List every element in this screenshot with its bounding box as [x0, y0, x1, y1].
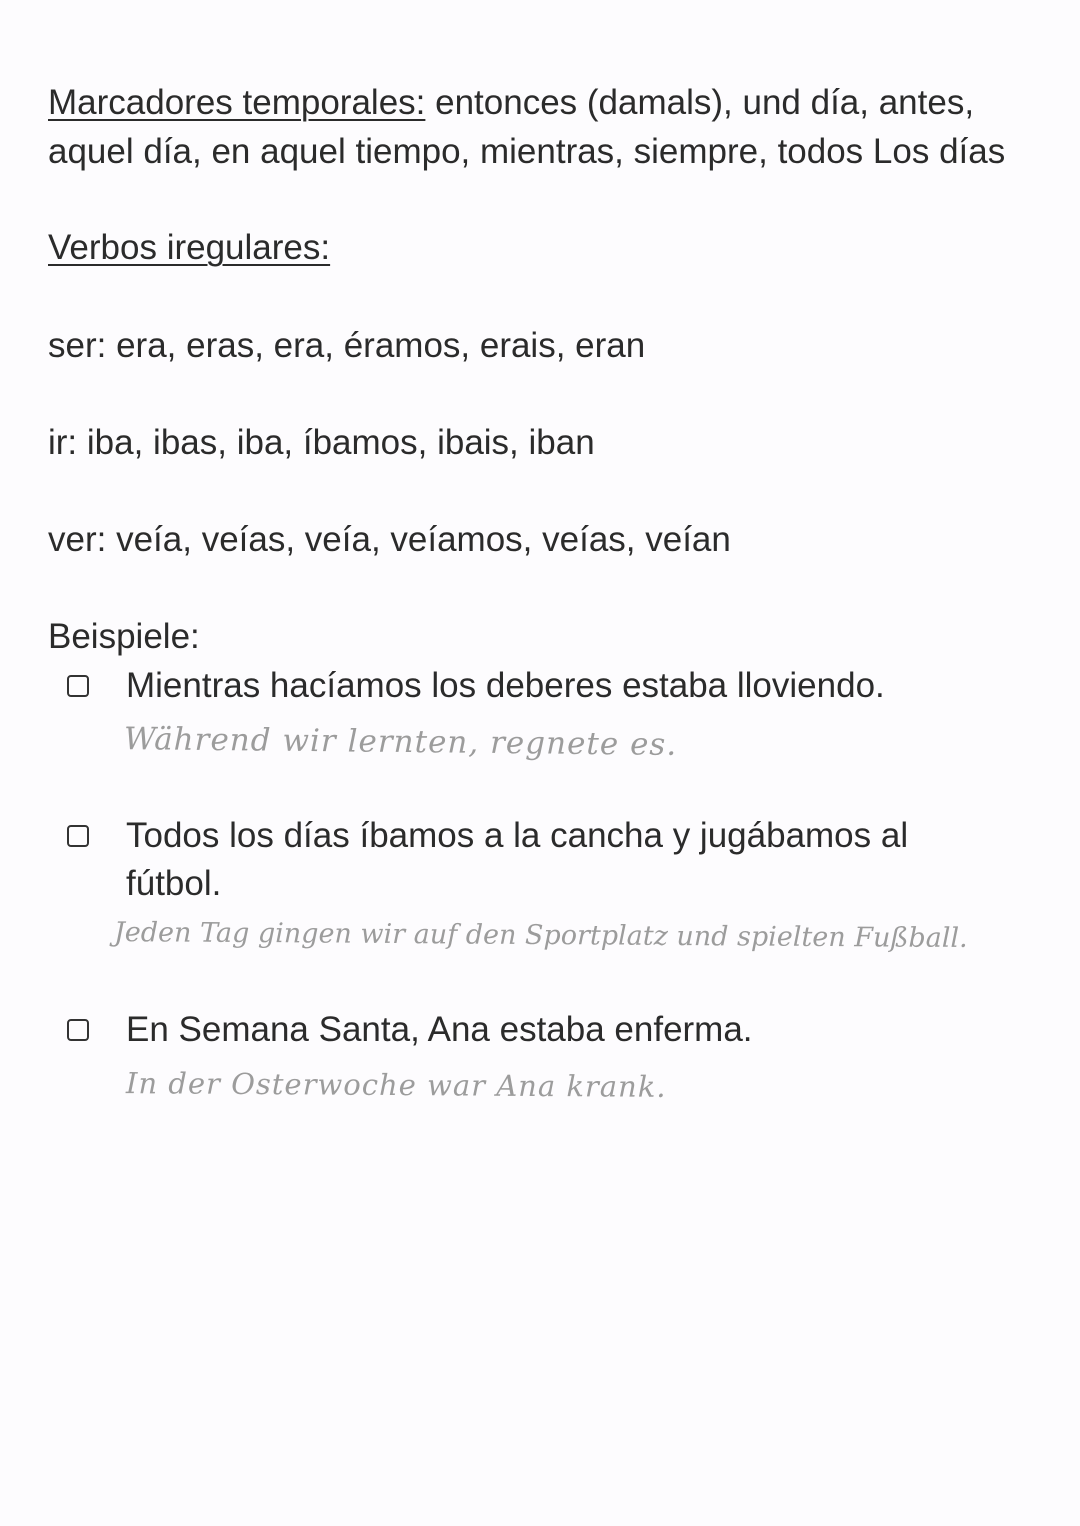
example-1-spanish: Mientras hacíamos los deberes estaba lloviendo.	[126, 666, 885, 705]
examples-heading-line	[48, 612, 200, 661]
markers-line-2: aquel día, en aquel tiempo, mientras, siempre, todos Los días	[48, 132, 1006, 171]
verb-label-ver: ver:	[48, 515, 106, 564]
markers-line-1	[48, 78, 974, 127]
example-3-checkbox[interactable]	[67, 1019, 89, 1041]
irregular-heading-line	[48, 223, 330, 272]
verb-forms-ir: iba, ibas, iba, íbamos, ibais, iban	[86, 423, 595, 462]
verb-forms-ver: veía, veías, veía, veíamos, veías, veían	[116, 520, 731, 559]
example-3-spanish: En Semana Santa, Ana estaba enferma.	[126, 1010, 753, 1049]
examples-heading: Beispiele:	[48, 612, 200, 661]
verb-forms-ser: era, eras, era, éramos, erais, eran	[116, 326, 646, 365]
verb-label-ser: ser:	[48, 321, 106, 370]
example-2-spanish-line-2: fútbol.	[126, 864, 222, 903]
example-2-spanish-line-1: Todos los días íbamos a la cancha y jugábamos al	[126, 816, 909, 855]
example-1-german: Während wir lernten, regnete es.	[123, 721, 678, 763]
example-3-german: In der Osterwoche war Ana krank.	[125, 1066, 667, 1104]
verb-row-ser	[48, 321, 645, 370]
example-2-checkbox[interactable]	[67, 825, 89, 847]
verb-row-ver	[48, 515, 731, 564]
example-2-german: Jeden Tag gingen wir auf den Sportplatz und spielten Fußball.	[113, 917, 968, 954]
verb-label-ir: ir:	[48, 418, 77, 467]
example-1-checkbox[interactable]	[67, 675, 89, 697]
irregular-heading: Verbos iregulares:	[48, 223, 330, 272]
markers-label: Marcadores temporales:	[48, 78, 425, 127]
markers-text-1: entonces (damals), und día, antes,	[435, 83, 975, 122]
verb-row-ir	[48, 418, 595, 467]
